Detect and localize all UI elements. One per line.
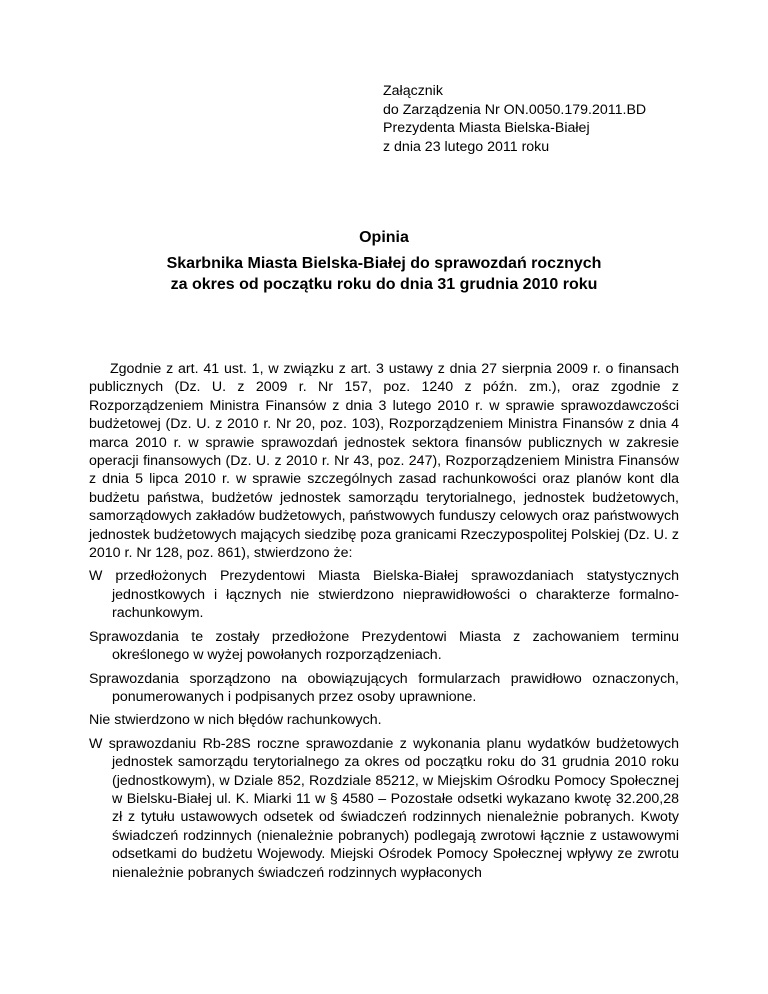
paragraph-finding-5: W sprawozdaniu Rb-28S roczne sprawozdanie z wykonania planu wydatków budżetowych jednostek samorządu terytorialnego za okres od początku roku do 31 grudnia 2010 roku (jednostkowym), w Dziale 852, Rozdziale 85212, w Miejskim Ośrodku Pomocy Społecznej w Bielsku-Białej ul. K. Miarki 11 w § 4580 – Pozostałe odsetki wykazano kwotę 32.200,28 zł z tytułu ustawowych odsetek od świadczeń rodzinnych nienależnie pobranych. Kwoty świadczeń rodzinnych (nienależnie pobranych) podlegają zwrotowi łącznie z ustawowymi odsetkami do budżetu Wojewody. Miejski Ośrodek Pomocy Społecznej wpływy ze zwrotu nienależnie pobranych świadczeń rodzinnych wypłaconych (89, 735, 679, 881)
annex-line: Załącznik (383, 83, 443, 99)
annex-line: z dnia 23 lutego 2011 roku (383, 138, 550, 155)
annex-line: do Zarządzenia Nr ON.0050.179.2011.BD (383, 101, 647, 118)
annex-line: Prezydenta Miasta Bielska-Białej (383, 120, 590, 136)
document-body (89, 360, 679, 882)
subtitle-line-2: za okres od początku roku do dnia 31 grudnia 2010 roku (170, 276, 598, 293)
annex-header (383, 82, 646, 156)
document-subtitle (0, 253, 768, 295)
paragraph-finding-2: Sprawozdania te zostały przedłożone Prezydentowi Miasta z zachowaniem terminu określonego w wyżej powołanych rozporządzeniach. (89, 628, 679, 664)
paragraph-finding-1: W przedłożonych Prezydentowi Miasta Bielska-Białej sprawozdaniach statystycznych jednostkowych i łącznych nie stwierdzono nieprawidłowości o charakterze formalno-rachunkowym. (89, 568, 679, 622)
paragraph-finding-4: Nie stwierdzono w nich błędów rachunkowych. (89, 712, 382, 729)
document-heading: Opinia (359, 229, 409, 246)
subtitle-line-1: Skarbnika Miasta Bielska-Białej do sprawozdań rocznych (166, 255, 602, 272)
paragraph-finding-3: Sprawozdania sporządzono na obowiązujących formularzach prawidłowo oznaczonych, ponumerowanych i podpisanych przez osoby uprawnione. (89, 670, 679, 705)
paragraph-intro: Zgodnie z art. 41 ust. 1, w związku z art. 3 ustawy z dnia 27 sierpnia 2009 r. o finansach publicznych (Dz. U. z 2009 r. Nr 157, poz. 1240 z późn. zm.), oraz zgodnie z Rozporządzeniem Ministra Finansów z dnia 3 lutego 2010 r. w sprawie sprawozdawczości budżetowej (Dz. U. z 2010 r. Nr 20, poz. 103), Rozporządzeniem Ministra Finansów z dnia 4 marca 2010 r. w sprawie sprawozdań jednostek sektora finansów publicznych w zakresie operacji finansowych (Dz. U. z 2010 r. Nr 43, poz. 247), Rozporządzeniem Ministra Finansów z dnia 5 lipca 2010 r. w sprawie szczególnych zasad rachunkowości oraz planów kont dla budżetu państwa, budżetów jednostek samorządu terytorialnego, jednostek budżetowych, samorządowych zakładów budżetowych, państwowych funduszy celowych oraz państwowych jednostek budżetowych mających siedzibę poza granicami Rzeczypospolitej Polskiej (Dz. U. z 2010 r. Nr 128, poz. 861), stwierdzono że: (89, 361, 679, 562)
